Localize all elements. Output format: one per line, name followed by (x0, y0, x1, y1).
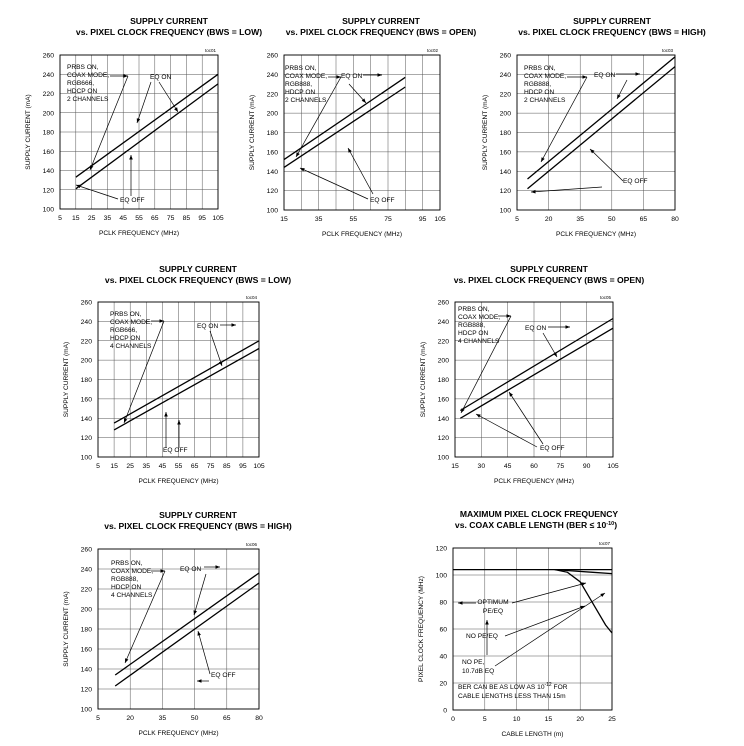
y-tick-label: 20 (439, 680, 447, 688)
arrow-head (617, 94, 621, 99)
x-tick-label: 50 (608, 216, 616, 223)
y-tick-label: 180 (80, 626, 92, 634)
y-tick-label: 260 (499, 52, 511, 60)
annotation-line: NO PE, (462, 659, 485, 666)
annotation-line: EQ ON (197, 323, 219, 330)
annotation-line: HDCP ON (524, 89, 555, 96)
annotation-line: EQ ON (341, 73, 363, 80)
chart-title-line-2 (455, 520, 617, 530)
annotation-line: HDCP ON (285, 89, 316, 96)
toc-label: toc05 (599, 295, 611, 300)
chart-title-line-2: vs. PIXEL CLOCK FREQUENCY (BWS = HIGH) (104, 521, 292, 531)
annotation-line: EQ ON (594, 72, 616, 79)
y-tick-label: 100 (80, 706, 92, 714)
arrow-head (198, 631, 201, 636)
y-tick-label: 240 (266, 71, 278, 79)
toc-label: toc07 (598, 541, 610, 546)
chart-toc04 (63, 264, 291, 485)
y-tick-label: 240 (80, 566, 92, 574)
x-tick-label: 105 (434, 216, 446, 223)
x-tick-label: 30 (477, 463, 486, 470)
annotation-line: PRBS ON, (67, 64, 99, 71)
arrow-head (137, 118, 140, 123)
x-tick-label: 95 (198, 215, 206, 222)
annotation-line: 4 CHANNELS (458, 338, 500, 345)
annotation-line: OPTIMUM (477, 599, 509, 606)
y-tick-label: 180 (80, 377, 92, 384)
annotation-superscript: -12 (544, 682, 552, 688)
y-tick-label: 260 (437, 299, 449, 307)
arrow-head (566, 325, 571, 329)
annotation-line: PRBS ON, (458, 306, 490, 313)
annotation-line: COAX MODE, (67, 72, 110, 79)
x-axis-label: PCLK FREQUENCY (MHz) (138, 730, 219, 737)
y-axis-label: SUPPLY CURRENT (mA) (482, 94, 489, 171)
y-tick-label: 260 (80, 546, 92, 554)
y-tick-label: 180 (42, 129, 54, 137)
x-axis-label: PCLK FREQUENCY (MHz) (138, 478, 219, 485)
x-tick-label: 15 (544, 716, 553, 723)
y-tick-label: 160 (499, 149, 511, 157)
y-axis-label: SUPPLY CURRENT (mA) (25, 94, 32, 170)
y-tick-label: 220 (499, 91, 511, 99)
y-tick-label: 260 (42, 52, 54, 60)
annotation-line: HDCP ON (111, 584, 142, 591)
annotation-line: RGB666, (67, 80, 95, 87)
arrow-head (458, 601, 463, 605)
x-tick-label: 85 (182, 215, 191, 222)
annotation-line: EQ OFF (211, 672, 236, 679)
arrow-head (485, 620, 489, 625)
arrow-head (216, 565, 221, 569)
y-tick-label: 200 (80, 606, 92, 614)
chart-title-line-1: SUPPLY CURRENT (159, 264, 237, 274)
x-tick-label: 65 (151, 215, 159, 222)
leader-line (300, 168, 368, 199)
annotation-part: BER CAN BE AS LOW AS 10 (458, 684, 545, 691)
x-tick-label: 55 (174, 463, 183, 470)
x-tick-label: 0 (451, 716, 455, 723)
annotation-line: 2 CHANNELS (67, 96, 109, 103)
arrow-head (378, 73, 383, 77)
y-tick-label: 100 (499, 207, 511, 215)
x-tick-label: 80 (255, 715, 263, 722)
y-tick-label: 80 (439, 599, 447, 607)
y-tick-label: 60 (439, 626, 447, 634)
y-tick-label: 240 (80, 318, 92, 326)
chart-title-line-1: SUPPLY CURRENT (342, 16, 420, 26)
y-tick-label: 220 (80, 338, 92, 346)
annotation-line: COAX MODE, (285, 73, 328, 80)
annotation-line: 2 CHANNELS (285, 97, 327, 104)
y-axis-label: PIXEL CLOCK FREQUENCY (MHz) (418, 576, 425, 682)
y-axis-label: SUPPLY CURRENT (mA) (63, 341, 70, 418)
annotation (458, 682, 568, 700)
x-tick-label: 105 (253, 463, 265, 470)
chart-toc06 (63, 510, 292, 737)
arrow-head (125, 658, 128, 663)
toc-label: toc02 (426, 48, 438, 53)
y-tick-label: 240 (499, 71, 511, 79)
x-tick-label: 35 (142, 463, 151, 470)
y-tick-label: 140 (80, 666, 92, 674)
leader-line (159, 82, 178, 112)
x-tick-label: 35 (576, 216, 584, 223)
x-tick-label: 55 (135, 215, 143, 222)
leader-line (495, 593, 605, 666)
annotation-part: FOR (551, 684, 568, 691)
y-tick-label: 180 (499, 130, 511, 137)
y-tick-label: 160 (437, 396, 449, 404)
arrow-head (129, 155, 133, 160)
x-tick-label: 75 (206, 463, 215, 470)
chart-title-line-2: vs. PIXEL CLOCK FREQUENCY (BWS = OPEN) (453, 275, 645, 285)
x-axis-label: CABLE LENGTH (m) (501, 731, 564, 738)
x-tick-label: 45 (503, 463, 512, 470)
x-tick-label: 25 (87, 215, 96, 222)
y-tick-label: 140 (42, 168, 54, 175)
annotation (137, 74, 178, 123)
y-tick-label: 220 (437, 338, 449, 346)
leader-line (505, 606, 585, 636)
annotation-line: COAX MODE, (524, 73, 567, 80)
arrow-head (164, 412, 168, 417)
x-tick-label: 95 (239, 463, 247, 470)
annotation (341, 73, 382, 103)
leader-line (76, 185, 118, 199)
y-axis-label: SUPPLY CURRENT (mA) (249, 94, 256, 171)
leader-line (512, 583, 586, 603)
annotation-line: EQ OFF (370, 197, 395, 204)
x-axis-label: PCLK FREQUENCY (MHz) (98, 230, 180, 237)
x-tick-label: 105 (607, 463, 619, 470)
chart-title-line-2: vs. PIXEL CLOCK FREQUENCY (BWS = LOW) (104, 275, 292, 285)
y-tick-label: 260 (266, 52, 278, 60)
y-tick-label: 160 (266, 149, 278, 157)
annotation-line: RGB666, (110, 327, 138, 334)
chart-title-line-1: SUPPLY CURRENT (130, 16, 208, 26)
chart-toc01 (25, 16, 262, 237)
y-tick-label: 200 (499, 110, 511, 118)
annotation-line: EQ ON (180, 566, 202, 573)
annotation (180, 565, 220, 615)
chart-title-superscript: -10 (606, 521, 615, 527)
x-tick-label: 15 (72, 215, 80, 222)
annotation-line: COAX MODE, (111, 568, 154, 575)
arrow-head (636, 72, 641, 76)
y-tick-label: 120 (80, 435, 92, 443)
chart-toc02 (249, 16, 476, 238)
x-tick-label: 90 (582, 463, 591, 470)
annotation (197, 631, 236, 683)
x-tick-label: 35 (158, 715, 167, 722)
leader-line (590, 149, 623, 181)
annotation-line: EQ ON (525, 325, 547, 332)
x-tick-label: 25 (126, 463, 134, 470)
annotation-line: COAX MODE, (458, 314, 501, 321)
x-tick-label: 5 (96, 715, 100, 722)
x-tick-label: 65 (190, 463, 199, 470)
y-tick-label: 160 (42, 148, 54, 156)
series-line-no-pe-eq (555, 570, 612, 633)
annotation (67, 64, 128, 170)
y-tick-label: 240 (42, 71, 54, 79)
chart-title-line-1: SUPPLY CURRENT (510, 264, 588, 274)
annotation (300, 148, 395, 204)
annotation-line: 10.7dB EQ (462, 668, 495, 675)
x-tick-label: 65 (639, 216, 648, 223)
arrow-head (197, 679, 202, 683)
x-tick-label: 5 (58, 215, 62, 222)
leader-line (531, 187, 602, 192)
annotation-line: RGB888, (458, 322, 486, 329)
y-tick-label: 120 (435, 545, 447, 553)
x-tick-label: 25 (608, 716, 616, 723)
x-tick-label: 55 (349, 216, 358, 223)
annotation-line: 4 CHANNELS (111, 592, 153, 599)
x-tick-label: 75 (384, 216, 392, 223)
x-tick-label: 65 (223, 715, 231, 722)
chart-title-line-2: vs. PIXEL CLOCK FREQUENCY (BWS = OPEN) (285, 27, 477, 37)
y-tick-label: 120 (42, 187, 54, 195)
x-tick-label: 35 (314, 216, 323, 223)
y-tick-label: 200 (266, 110, 278, 118)
y-tick-label: 140 (499, 168, 511, 176)
toc-label: toc04 (245, 295, 257, 300)
x-tick-label: 20 (126, 715, 134, 722)
y-axis-label: SUPPLY CURRENT (mA) (63, 591, 70, 667)
annotation-line: NO PE/EQ (466, 633, 498, 640)
toc-label: toc03 (661, 48, 673, 53)
x-tick-label: 60 (530, 463, 538, 470)
chart-title-part: vs. COAX CABLE LENGTH (BER ≤ 10 (454, 520, 607, 530)
chart-title-line-2: vs. PIXEL CLOCK FREQUENCY (BWS = LOW) (75, 27, 263, 37)
annotation-line (458, 682, 568, 691)
annotation-line: RGB888, (285, 81, 313, 88)
y-tick-label: 220 (80, 586, 92, 594)
y-tick-label: 200 (42, 110, 54, 118)
x-axis-label: PCLK FREQUENCY (MHz) (493, 478, 575, 485)
y-tick-label: 180 (266, 130, 278, 137)
toc-label: toc01 (204, 48, 216, 53)
annotation-line: PRBS ON, (285, 65, 317, 72)
annotation-line: PRBS ON, (524, 65, 556, 72)
y-tick-label: 100 (437, 454, 449, 462)
x-tick-label: 95 (418, 216, 427, 223)
arrow-head (232, 323, 237, 327)
chart-toc07 (418, 509, 618, 738)
arrow-head (509, 392, 513, 397)
x-tick-label: 15 (280, 216, 288, 223)
y-tick-label: 100 (42, 206, 54, 214)
annotation (594, 72, 640, 99)
leader-line (476, 414, 537, 447)
x-tick-label: 5 (96, 463, 100, 470)
annotation (285, 65, 341, 157)
chart-toc03 (482, 16, 706, 238)
annotation-line: PE/EQ (482, 608, 504, 615)
series-line-eq-off (114, 349, 259, 430)
annotation-line: HDCP ON (67, 88, 98, 95)
y-tick-label: 180 (437, 377, 449, 384)
annotation (458, 582, 586, 615)
toc-label: toc06 (245, 542, 257, 547)
arrow-head (600, 593, 605, 597)
arrow-head (177, 420, 181, 425)
y-tick-label: 220 (42, 91, 54, 98)
y-tick-label: 100 (80, 454, 92, 462)
y-tick-label: 220 (266, 91, 278, 99)
annotation-line: PRBS ON, (110, 311, 142, 318)
y-tick-label: 120 (499, 188, 511, 196)
annotation (197, 323, 236, 366)
y-tick-label: 160 (80, 646, 92, 654)
y-tick-label: 120 (437, 435, 449, 443)
leader-line (210, 331, 222, 366)
x-tick-label: 45 (119, 215, 127, 222)
annotation-line: 4 CHANNELS (110, 343, 152, 350)
annotation-line: RGB888, (524, 81, 552, 88)
annotation-line: EQ ON (150, 74, 172, 81)
annotation-line: EQ OFF (540, 445, 565, 452)
y-tick-label: 140 (80, 415, 92, 423)
arrow-head (300, 168, 305, 172)
annotation (111, 560, 165, 663)
arrow-head (174, 107, 178, 112)
y-tick-label: 200 (80, 357, 92, 365)
y-tick-label: 240 (437, 318, 449, 326)
series-line-eq-on (114, 341, 259, 423)
x-tick-label: 50 (190, 715, 199, 722)
x-axis-label: PCLK FREQUENCY (MHz) (555, 231, 637, 238)
x-tick-label: 20 (544, 216, 553, 223)
y-tick-label: 260 (80, 299, 92, 307)
y-axis-label: SUPPLY CURRENT (mA) (420, 341, 427, 418)
y-tick-label: 100 (435, 572, 447, 580)
annotation (76, 155, 145, 204)
y-tick-label: 140 (437, 415, 449, 423)
annotation-line: HDCP ON (458, 330, 489, 337)
annotation-line: PRBS ON, (111, 560, 143, 567)
y-tick-label: 40 (439, 653, 447, 661)
arrow-head (194, 610, 198, 615)
x-axis-label: PCLK FREQUENCY (MHz) (321, 231, 403, 238)
annotation-line: HDCP ON (110, 335, 141, 342)
annotation-line: EQ OFF (163, 447, 188, 454)
arrow-head (541, 157, 545, 162)
chart-title-part: ) (614, 520, 618, 530)
annotation-line: EQ OFF (623, 178, 648, 185)
y-tick-label: 160 (80, 396, 92, 404)
y-tick-label: 100 (266, 207, 278, 215)
chart-title-line-1: MAXIMUM PIXEL CLOCK FREQUENCY (459, 509, 619, 519)
x-tick-label: 15 (110, 463, 118, 470)
annotation-line: RGB888, (111, 576, 139, 583)
x-tick-label: 20 (576, 716, 584, 723)
y-tick-label: 120 (80, 686, 92, 694)
annotation (458, 306, 511, 413)
x-tick-label: 75 (166, 215, 175, 222)
leader-line (198, 631, 210, 674)
y-tick-label: 120 (266, 188, 278, 196)
chart-title-line-1: SUPPLY CURRENT (159, 510, 237, 520)
chart-title-line-2: vs. PIXEL CLOCK FREQUENCY (BWS = HIGH) (518, 27, 706, 37)
x-tick-label: 75 (556, 463, 565, 470)
x-tick-label: 15 (451, 463, 459, 470)
x-tick-label: 105 (212, 215, 224, 222)
x-tick-label: 10 (512, 716, 521, 723)
annotation-line: EQ OFF (120, 197, 145, 204)
y-tick-label: 200 (437, 357, 449, 365)
arrow-head (476, 414, 481, 418)
x-tick-label: 5 (515, 216, 519, 223)
annotation-line: 2 CHANNELS (524, 97, 566, 104)
annotation-line: CABLE LENGTHS LESS THAN 15m (458, 693, 566, 700)
chart-toc05 (420, 264, 644, 485)
y-tick-label: 0 (443, 707, 447, 715)
x-tick-label: 5 (482, 716, 487, 723)
x-tick-label: 80 (671, 216, 679, 223)
chart-title-line-1: SUPPLY CURRENT (573, 16, 651, 26)
annotation-line: COAX MODE, (110, 319, 153, 326)
x-tick-label: 45 (158, 463, 167, 470)
y-tick-label: 140 (266, 168, 278, 176)
x-tick-label: 85 (223, 463, 231, 470)
x-tick-label: 35 (103, 215, 112, 222)
